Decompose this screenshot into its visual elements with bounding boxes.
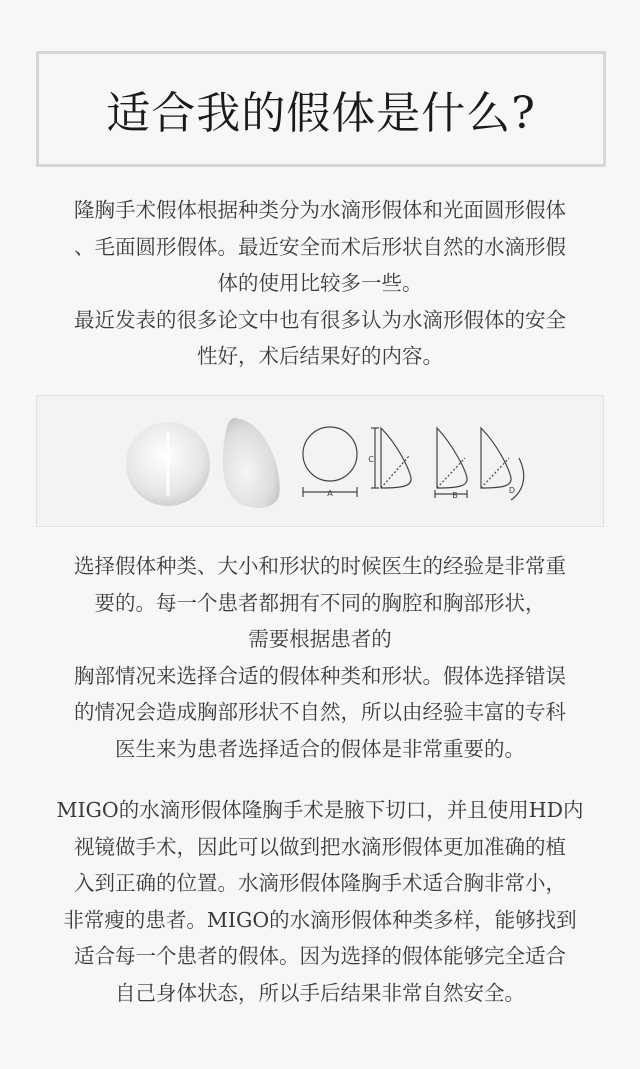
side-profile-diagram-b xyxy=(435,428,467,498)
migo-line: 视镜做手术，因此可以做到把水滴形假体更加准确的植 xyxy=(74,834,566,859)
selection-line: 的情况会造成胸部形状不自然，所以由经验丰富的专科 xyxy=(74,700,566,724)
selection-line: 医生来为患者选择适合的假体是非常重要的。 xyxy=(115,736,525,761)
dimension-label-a: A xyxy=(327,489,333,498)
teardrop-implant-image xyxy=(223,418,280,508)
page-title: 适合我的假体是什么? xyxy=(106,88,536,139)
migo-line: 非常瘦的患者。MIGO的水滴形假体种类多样，能够找到 xyxy=(63,907,577,932)
selection-paragraph xyxy=(40,548,600,767)
intro-paragraph xyxy=(40,192,600,375)
implant-figure xyxy=(36,395,604,527)
intro-line: 最近发表的很多论文中也有很多认为水滴形假体的安全 xyxy=(74,307,566,332)
migo-line: 自己身体状态，所以手后结果非常自然安全。 xyxy=(115,980,525,1005)
selection-line: 需要根据患者的 xyxy=(248,627,392,651)
migo-line: MIGO的水滴形假体隆胸手术是腋下切口，并且使用HD内 xyxy=(56,798,584,822)
migo-paragraph xyxy=(40,792,600,1011)
round-implant-image xyxy=(126,422,210,506)
dimension-label-b: B xyxy=(452,491,458,500)
selection-line: 胸部情况来选择合适的假体种类和形状。假体选择错误 xyxy=(74,663,566,688)
intro-line: 性好，术后结果好的内容。 xyxy=(197,344,443,368)
intro-line: 隆胸手术假体根据种类分为水滴形假体和光面圆形假体 xyxy=(74,198,566,222)
dimension-label-d: D xyxy=(508,486,516,495)
intro-line: 、毛面圆形假体。最近安全而术后形状自然的水滴形假 xyxy=(74,234,566,259)
selection-line: 选择假体种类、大小和形状的时候医生的经验是非常重 xyxy=(74,554,566,578)
title-box xyxy=(36,51,606,167)
dimension-label-c: C xyxy=(368,455,374,464)
selection-line: 要的。每一个患者都拥有不同的胸腔和胸部形状， xyxy=(94,590,546,615)
intro-line: 体的使用比较多一些。 xyxy=(217,271,423,295)
migo-line: 适合每一个患者的假体。因为选择的假体能够完全适合 xyxy=(74,944,566,968)
migo-line: 入到正确的位置。水滴形假体隆胸手术适合胸非常小， xyxy=(74,871,566,895)
side-profile-diagram-c xyxy=(371,428,411,488)
round-implant-diagram xyxy=(303,427,357,497)
side-profile-diagram-d xyxy=(481,428,524,500)
